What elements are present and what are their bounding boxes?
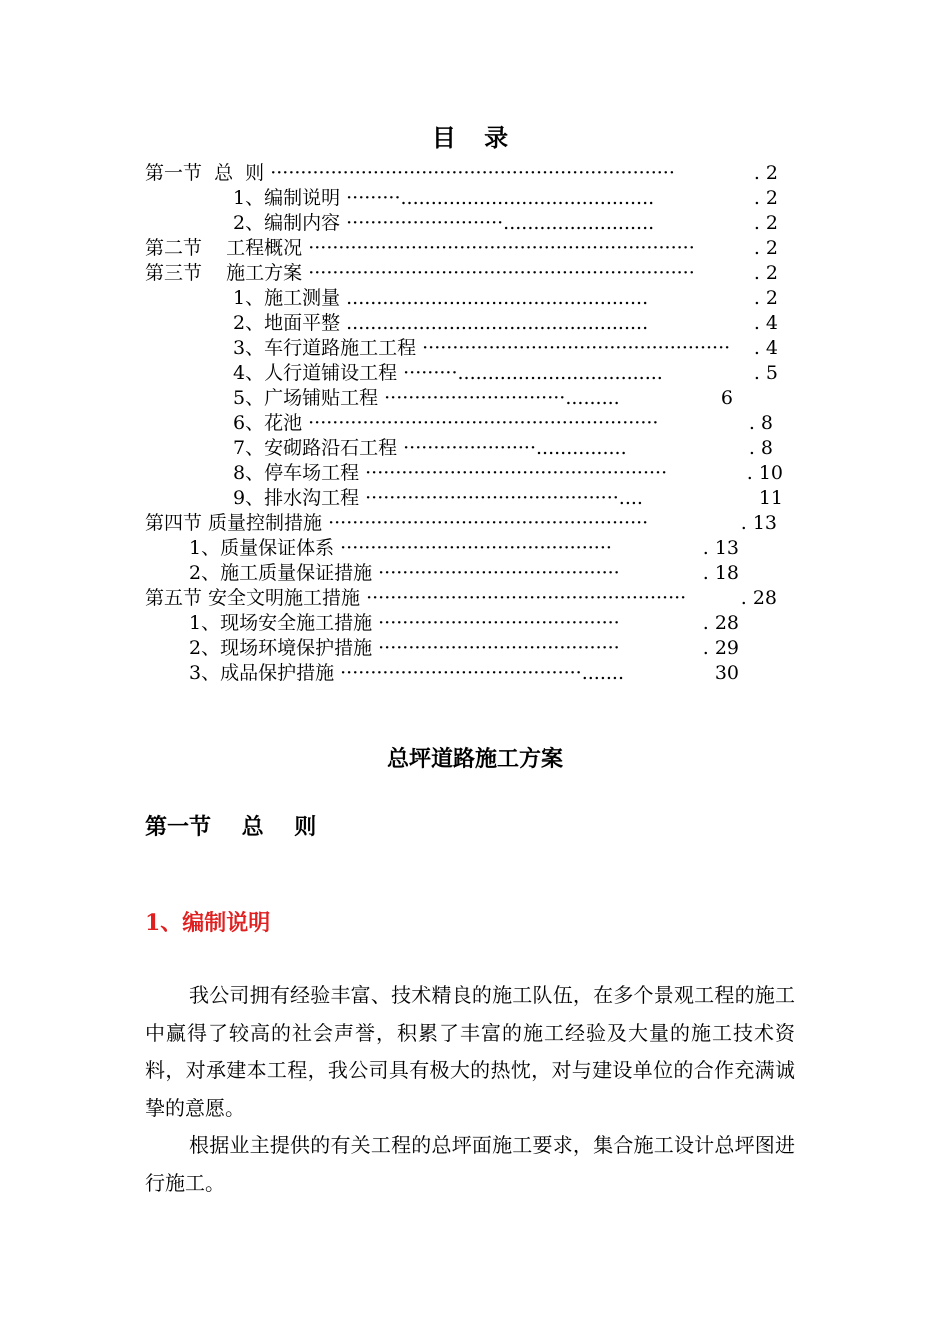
toc-entry-label: 第三节 施工方案: [145, 262, 309, 284]
toc-entry: [233, 311, 778, 336]
toc-entry: [145, 261, 778, 286]
section-heading: 第一节 总 则: [145, 814, 317, 840]
toc-entry-page: 11: [758, 487, 783, 509]
toc-entry: [233, 186, 778, 211]
toc-entry-label: 1、质量保证体系: [189, 537, 341, 559]
toc-entry-leader: ..................................................: [346, 312, 649, 334]
toc-entry-leader: ········································: [378, 562, 620, 584]
toc-entry-label: 9、排水沟工程: [233, 487, 366, 509]
toc-entry-label: 第五节 安全文明施工措施: [145, 587, 367, 609]
toc-entry-page: 6: [720, 387, 733, 409]
toc-entry-page: . 2: [753, 187, 778, 209]
toc-entry-label: 6、花池: [233, 412, 309, 434]
toc-entry: [233, 386, 733, 411]
toc-entry: [233, 436, 773, 461]
toc-entry-page: . 8: [748, 412, 773, 434]
toc-entry-page: . 2: [753, 262, 778, 284]
toc-entry: [233, 411, 773, 436]
toc-entry: [233, 486, 783, 511]
toc-title: 目 录: [431, 123, 519, 152]
toc-entry-page: . 2: [753, 162, 778, 184]
toc-entry-leader: ······················...............: [403, 437, 627, 459]
toc-entry: [233, 211, 778, 236]
toc-entry-label: 第四节 质量控制措施: [145, 512, 329, 534]
toc-entry-leader: ········································: [378, 612, 620, 634]
toc-entry-label: 1、现场安全施工措施: [189, 612, 379, 634]
toc-entry: [233, 461, 783, 486]
toc-entry-leader: ··········································....: [365, 487, 643, 509]
toc-entry-label: 2、编制内容: [233, 212, 347, 234]
toc-entry: [145, 161, 778, 186]
toc-entry: [145, 236, 778, 261]
document-title: 总坪道路施工方案: [386, 746, 563, 772]
toc-entry-page: . 2: [753, 212, 778, 234]
toc-entry-page: 30: [714, 662, 739, 684]
toc-entry-leader: ·····················································: [366, 587, 687, 609]
toc-entry: [189, 611, 739, 636]
toc-entry-leader: ········································.......: [340, 662, 624, 684]
toc-entry-label: 2、现场环境保护措施: [189, 637, 379, 659]
toc-entry-page: . 28: [702, 612, 739, 634]
toc-entry: [145, 511, 777, 536]
toc-entry-page: . 29: [702, 637, 739, 659]
toc-entry-leader: ·········..................................: [403, 362, 663, 384]
toc-entry-page: . 4: [753, 337, 778, 359]
toc-entry-leader: ································································: [308, 237, 695, 259]
toc-entry-label: 1、施工测量: [233, 287, 347, 309]
toc-entry-label: 4、人行道铺设工程: [233, 362, 404, 384]
toc-entry: [233, 361, 778, 386]
toc-entry-leader: ·········..........................................: [346, 187, 655, 209]
toc-entry: [145, 586, 777, 611]
toc-entry-page: . 4: [753, 312, 778, 334]
toc-entry-label: 2、施工质量保证措施: [189, 562, 379, 584]
toc-entry-page: . 13: [702, 537, 739, 559]
toc-entry-label: 3、车行道路施工工程: [233, 337, 423, 359]
toc-entry-leader: ······························.........: [384, 387, 620, 409]
toc-entry: [189, 561, 739, 586]
toc-entry-page: . 18: [702, 562, 739, 584]
toc-entry-leader: ···················································: [422, 337, 731, 359]
toc-entry-page: . 28: [740, 587, 777, 609]
toc-entry-leader: ···································································: [270, 162, 675, 184]
toc-entry-label: 1、编制说明: [233, 187, 347, 209]
toc-entry-leader: ..................................................: [346, 287, 649, 309]
toc-entry-leader: ·····················································: [328, 512, 649, 534]
body-paragraph: 根据业主提供的有关工程的总坪面施工要求，集合施工设计总坪图进行施工。: [145, 1133, 795, 1195]
toc-entry: [189, 661, 739, 686]
toc-entry-label: 8、停车场工程: [233, 462, 366, 484]
toc-entry-leader: ········································: [378, 637, 620, 659]
toc-entry-leader: ································································: [308, 262, 695, 284]
toc-entry-label: 第一节 总 则: [145, 162, 271, 184]
toc-entry-page: . 2: [753, 237, 778, 259]
toc-entry: [189, 536, 739, 561]
toc-entry-leader: ·············································: [340, 537, 612, 559]
toc-entry-label: 3、成品保护措施: [189, 662, 341, 684]
body-paragraph: 我公司拥有经验丰富、技术精良的施工队伍，在多个景观工程的施工中赢得了较高的社会声誉，积累了丰富的施工经验及大量的施工技术资料，对承建本工程，我公司具有极大的热忱，对与建设单位的合作充满诚挚的意愿。: [145, 983, 795, 1120]
toc-entry-label: 2、地面平整: [233, 312, 347, 334]
toc-entry-label: 5、广场铺贴工程: [233, 387, 385, 409]
toc-entry-page: . 8: [748, 437, 773, 459]
toc-entry-page: . 13: [740, 512, 777, 534]
subsection-heading: 1、编制说明: [145, 910, 271, 936]
toc-entry-page: . 10: [746, 462, 783, 484]
toc-entry: [189, 636, 739, 661]
toc-entry-leader: ··················································: [365, 462, 668, 484]
toc-entry-leader: ··························.........................: [346, 212, 655, 234]
toc-entry-page: . 5: [753, 362, 778, 384]
toc-entry: [233, 336, 778, 361]
toc-entry: [233, 286, 778, 311]
toc-entry-page: . 2: [753, 287, 778, 309]
toc-entry-label: 7、安砌路沿石工程: [233, 437, 404, 459]
toc-entry-label: 第二节 工程概况: [145, 237, 309, 259]
toc-entry-leader: ··························································: [308, 412, 659, 434]
